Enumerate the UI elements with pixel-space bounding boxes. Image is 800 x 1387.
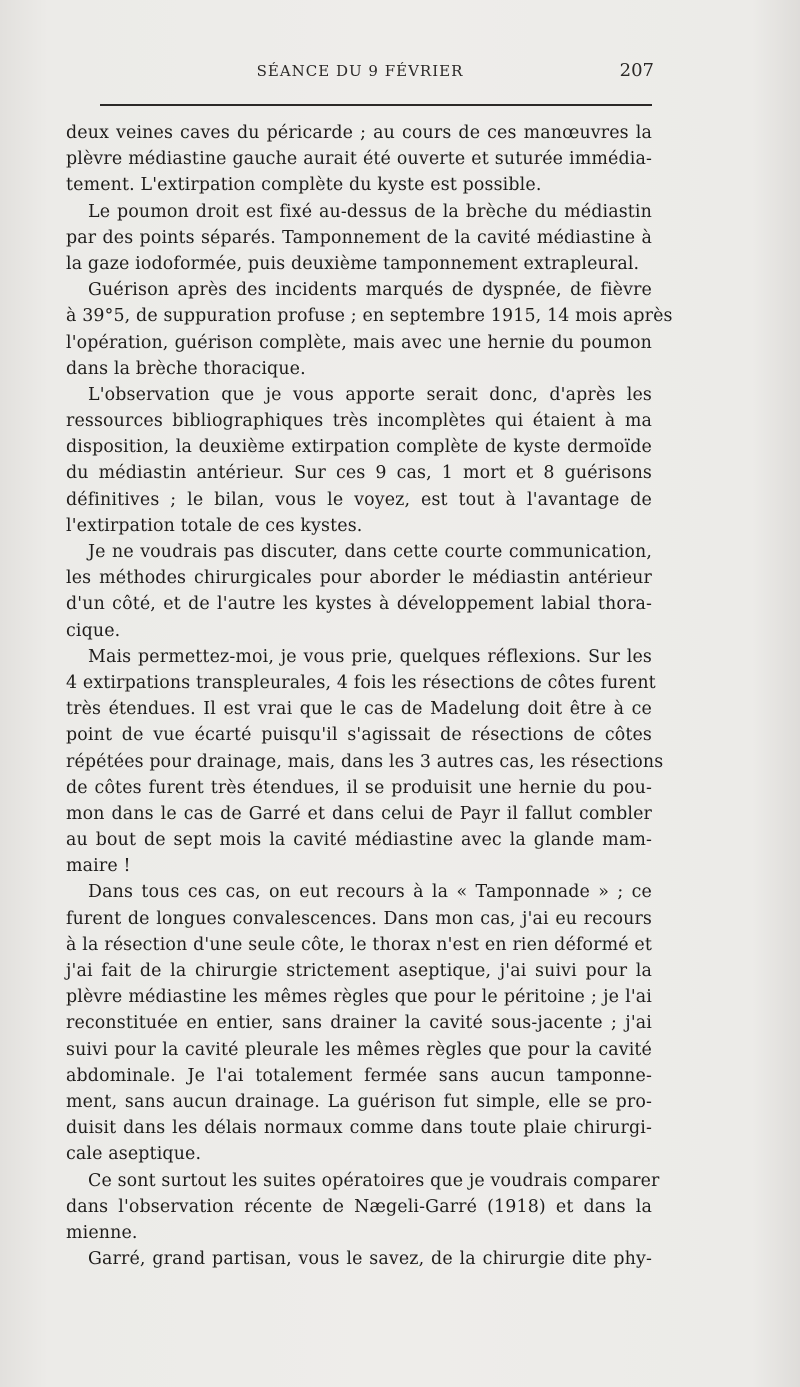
text-line: L'observation que je vous apporte serait donc, d'après les (88, 384, 652, 405)
text-line: abdominale. Je l'ai totalement fermée sans aucun tamponne- (66, 1065, 652, 1086)
running-head: SÉANCE DU 9 FÉVRIER (256, 62, 464, 80)
text-line: Ce sont surtout les suites opératoires que je voudrais comparer (88, 1170, 660, 1191)
text-line: plèvre médiastine les mêmes règles que pour le péritoine ; je l'ai (66, 987, 652, 1008)
text-line: cique. (66, 620, 121, 641)
text-line: reconstituée en entier, sans drainer la cavité sous-jacente ; j'ai (66, 1013, 652, 1034)
text-line: disposition, la deuxième extirpation complète de kyste dermoïde (66, 437, 652, 458)
text-line: dans l'observation récente de Nægeli-Garré (1918) et dans la (66, 1196, 652, 1217)
text-line: dans la brèche thoracique. (66, 358, 306, 379)
header-rule (100, 104, 652, 106)
text-line: l'extirpation totale de ces kystes. (66, 515, 363, 536)
text-line: plèvre médiastine gauche aurait été ouverte et suturée immédia- (66, 149, 652, 170)
text-line: cale aseptique. (66, 1144, 202, 1165)
text-line: les méthodes chirurgicales pour aborder le médiastin antérieur (66, 568, 652, 589)
text-line: ressources bibliographiques très incomplètes qui étaient à ma (66, 411, 652, 432)
text-line: point de vue écarté puisqu'il s'agissait de résections de côtes (66, 725, 652, 746)
text-line: à la résection d'une seule côte, le thorax n'est en rien déformé et (66, 934, 652, 955)
text-line: au bout de sept mois la cavité médiastine avec la glande mam- (66, 830, 652, 851)
text-line: du médiastin antérieur. Sur ces 9 cas, 1 mort et 8 guérisons (66, 463, 652, 484)
text-line: tement. L'extirpation complète du kyste est possible. (66, 175, 542, 196)
text-line: mienne. (66, 1222, 138, 1243)
text-line: j'ai fait de la chirurgie strictement aseptique, j'ai suivi pour la (66, 961, 652, 981)
text-line: Garré, grand partisan, vous le savez, de la chirurgie dite phy- (88, 1249, 652, 1270)
text-line: Dans tous ces cas, on eut recours à la « Tamponnade » ; ce (88, 882, 652, 903)
text-line: par des points séparés. Tamponnement de la cavité médiastine à (66, 227, 652, 248)
text-line: maire ! (66, 856, 131, 877)
text-line: d'un côté, et de l'autre les kystes à développement labial thora- (66, 594, 652, 615)
text-line: à 39°5, de suppuration profuse ; en septembre 1915, 14 mois après (66, 306, 673, 327)
text-line: de côtes furent très étendues, il se produisit une hernie du pou- (66, 777, 652, 798)
text-line: répétées pour drainage, mais, dans les 3 autres cas, les résections (66, 751, 664, 772)
text-line: suivi pour la cavité pleurale les mêmes règles que pour la cavité (66, 1039, 652, 1060)
text-line: ment, sans aucun drainage. La guérison fut simple, elle se pro- (66, 1091, 652, 1112)
text-line: la gaze iodoformée, puis deuxième tamponnement extrapleural. (66, 253, 640, 274)
text-line: furent de longues convalescences. Dans mon cas, j'ai eu recours (66, 908, 652, 929)
text-line: Le poumon droit est fixé au-dessus de la brèche du médiastin (88, 201, 652, 222)
text-line: duisit dans les délais normaux comme dans toute plaie chirurgi- (66, 1118, 652, 1139)
text-line: définitives ; le bilan, vous le voyez, est tout à l'avantage de (66, 489, 652, 510)
text-line: deux veines caves du péricarde ; au cours de ces manœuvres la (66, 123, 652, 143)
text-line: 4 extirpations transpleurales, 4 fois les résections de côtes furent (66, 672, 656, 693)
body-text (66, 120, 673, 1272)
text-line: Guérison après des incidents marqués de dyspnée, de fièvre (88, 280, 652, 301)
text-line: très étendues. Il est vrai que le cas de Madelung doit être à ce (66, 699, 652, 720)
text-line: Je ne voudrais pas discuter, dans cette courte communication, (88, 542, 652, 562)
page-header (66, 58, 654, 88)
text-line: Mais permettez-moi, je vous prie, quelques réflexions. Sur les (88, 646, 652, 667)
text-line: mon dans le cas de Garré et dans celui de Payr il fallut combler (66, 803, 652, 824)
text-line: l'opération, guérison complète, mais avec une hernie du poumon (66, 332, 652, 353)
page-number: 207 (619, 60, 654, 81)
